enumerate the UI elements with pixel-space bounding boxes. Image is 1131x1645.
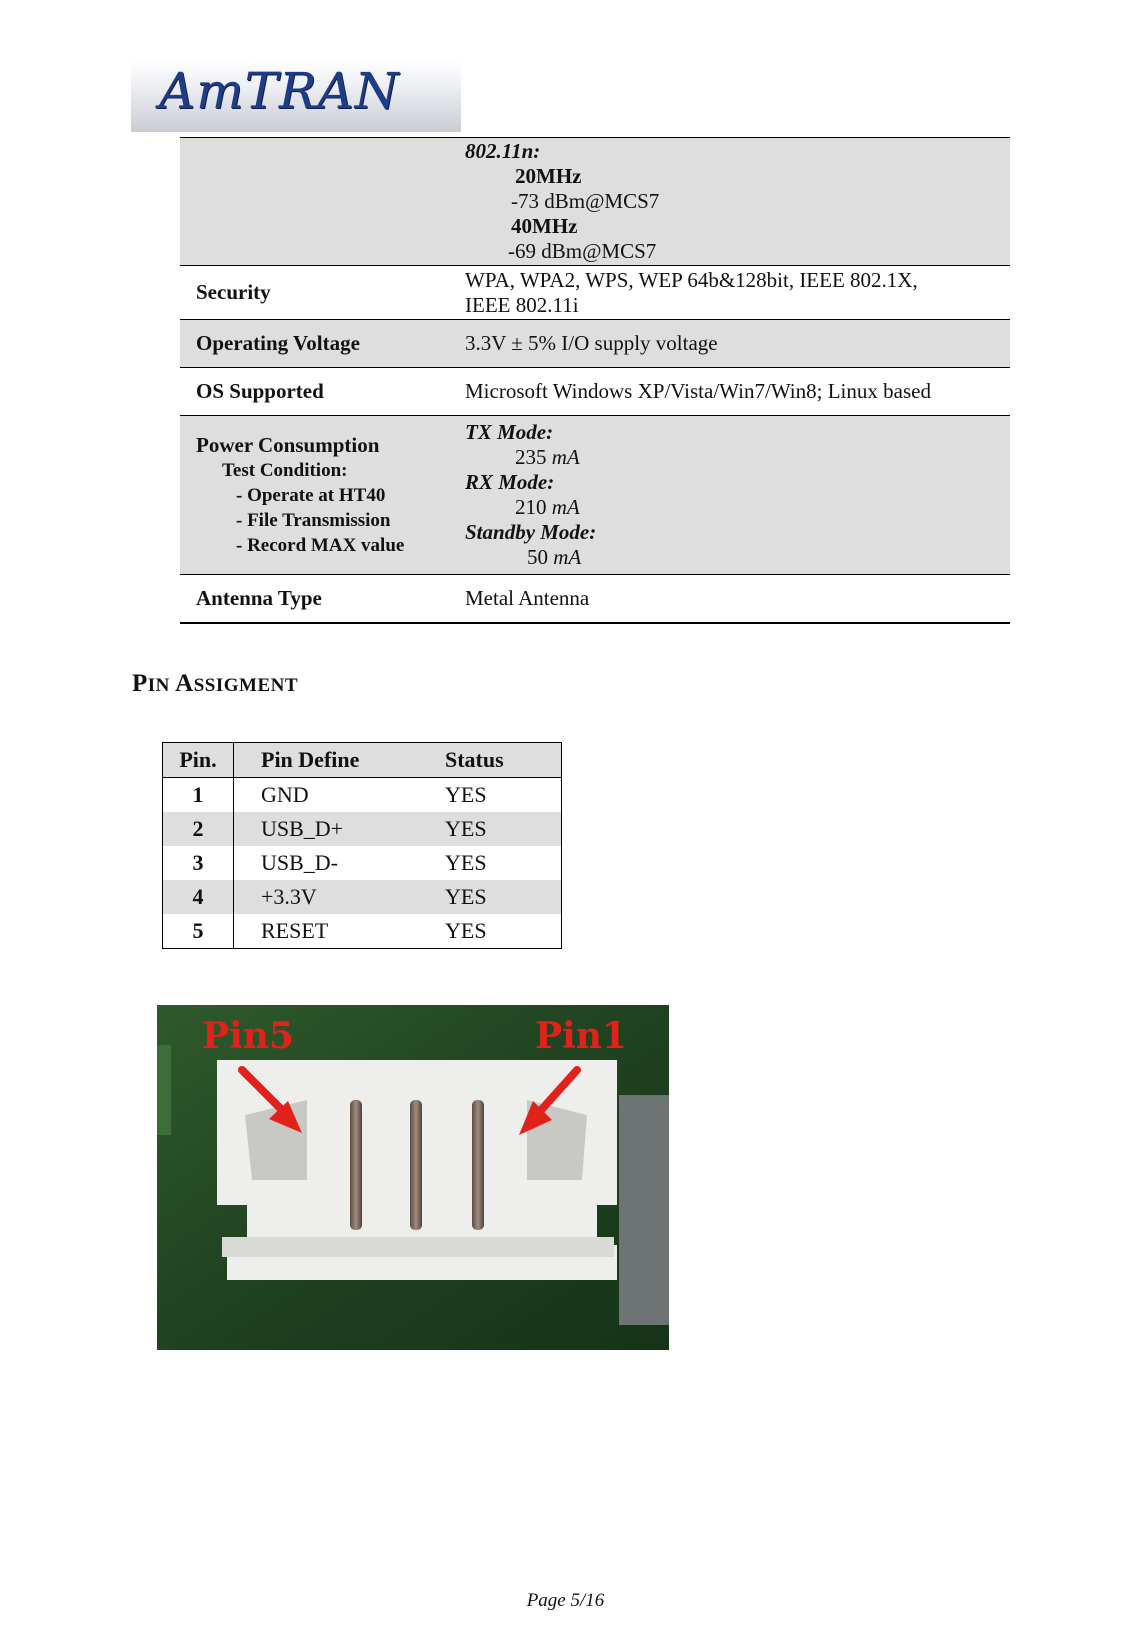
security-value-line1: WPA, WPA2, WPS, WEP 64b&128bit, IEEE 802.1X, xyxy=(465,267,918,292)
standby-value: 50 xyxy=(527,545,548,569)
antenna-value: Metal Antenna xyxy=(465,585,590,610)
pin-define-header: Pin Define xyxy=(234,743,446,778)
bw40-label: 40MHz xyxy=(511,214,578,238)
bw20-value: -73 dBm@MCS7 xyxy=(511,189,660,213)
page-number: Page 5/16 xyxy=(526,1590,605,1611)
spec-table xyxy=(180,137,1010,624)
heading-cap: A xyxy=(175,670,194,697)
pin-number: 5 xyxy=(163,914,234,949)
pin-define: USB_D+ xyxy=(234,812,446,846)
security-label: Security xyxy=(196,280,271,304)
connector-ledge xyxy=(222,1237,614,1257)
voltage-value: 3.3V ± 5% I/O supply voltage xyxy=(453,320,1010,368)
antenna-row xyxy=(180,575,1010,623)
section-heading xyxy=(132,670,298,698)
voltage-row xyxy=(180,320,1010,368)
test-condition-item: - Record MAX value xyxy=(236,534,405,556)
pin-status: YES xyxy=(445,812,562,846)
status-header: Status xyxy=(445,743,562,778)
rx-mode-label: RX Mode: xyxy=(465,470,555,494)
test-condition-title: Test Condition: xyxy=(222,459,348,481)
pin5-label: Pin5 xyxy=(202,1015,294,1057)
tx-mode-value xyxy=(465,445,1010,470)
tx-value: 235 xyxy=(515,445,547,469)
os-row xyxy=(180,368,1010,416)
heading-small-caps: IN xyxy=(147,675,176,696)
standby-mode-label: Standby Mode: xyxy=(465,520,597,544)
sensitivity-label-cell xyxy=(180,138,453,266)
pin-table xyxy=(162,742,562,949)
connector-pin xyxy=(350,1100,362,1230)
unit-label: mA xyxy=(551,445,580,469)
pin-status: YES xyxy=(445,782,487,807)
unit-label: mA xyxy=(551,495,580,519)
pcb-trace xyxy=(157,1045,171,1135)
heading-cap: P xyxy=(132,670,148,697)
pin-define: USB_D- xyxy=(261,850,339,875)
rx-mode-value xyxy=(465,495,1010,520)
power-value-cell xyxy=(453,416,1010,575)
pin-status: YES xyxy=(445,918,487,943)
connector-photo xyxy=(157,1005,669,1350)
bw20-label: 20MHz xyxy=(515,164,582,188)
bw40-value: -69 dBm@MCS7 xyxy=(508,239,657,263)
shield-can xyxy=(619,1095,669,1325)
sensitivity-row xyxy=(180,138,1010,266)
heading-small-caps: SSIGMENT xyxy=(193,675,299,696)
connector-pin xyxy=(410,1100,422,1230)
test-condition-item: - File Transmission xyxy=(236,509,391,531)
rx-value: 210 xyxy=(515,495,547,519)
table-row xyxy=(163,880,562,914)
table-row xyxy=(163,812,562,846)
amtran-logo xyxy=(131,60,461,132)
sensitivity-value-cell xyxy=(453,138,1010,266)
pin-number: 2 xyxy=(163,812,234,846)
pin-status: YES xyxy=(445,850,487,875)
power-label-cell xyxy=(180,416,453,575)
pin-status: YES xyxy=(445,880,562,914)
logo-text: AmTRAN xyxy=(159,62,400,120)
pin-number: 1 xyxy=(163,778,234,813)
os-label: OS Supported xyxy=(196,379,324,403)
table-row xyxy=(163,914,562,949)
pin-header: Pin. xyxy=(163,743,234,778)
standard-label: 802.11n: xyxy=(465,139,541,163)
pin-number: 3 xyxy=(163,846,234,880)
pin-table-header xyxy=(163,743,562,778)
table-row xyxy=(163,778,562,813)
test-condition-item: - Operate at HT40 xyxy=(236,484,386,506)
os-value: Microsoft Windows XP/Vista/Win7/Win8; Linux based xyxy=(465,379,931,403)
pin-define: +3.3V xyxy=(234,880,446,914)
antenna-label: Antenna Type xyxy=(196,585,322,610)
pin-define: GND xyxy=(261,782,309,807)
unit-label: mA xyxy=(553,545,582,569)
tx-mode-label: TX Mode: xyxy=(465,420,554,444)
pin-number: 4 xyxy=(163,880,234,914)
voltage-label: Operating Voltage xyxy=(180,320,453,368)
pin1-label: Pin1 xyxy=(535,1015,627,1057)
security-value xyxy=(453,266,1010,320)
standby-mode-value xyxy=(465,545,1010,570)
security-row xyxy=(180,266,1010,320)
table-row xyxy=(163,846,562,880)
connector-pin xyxy=(472,1100,484,1230)
power-label: Power Consumption xyxy=(196,432,380,457)
power-row xyxy=(180,416,1010,575)
pin-define: RESET xyxy=(261,918,329,943)
security-value-line2: IEEE 802.11i xyxy=(465,292,579,317)
